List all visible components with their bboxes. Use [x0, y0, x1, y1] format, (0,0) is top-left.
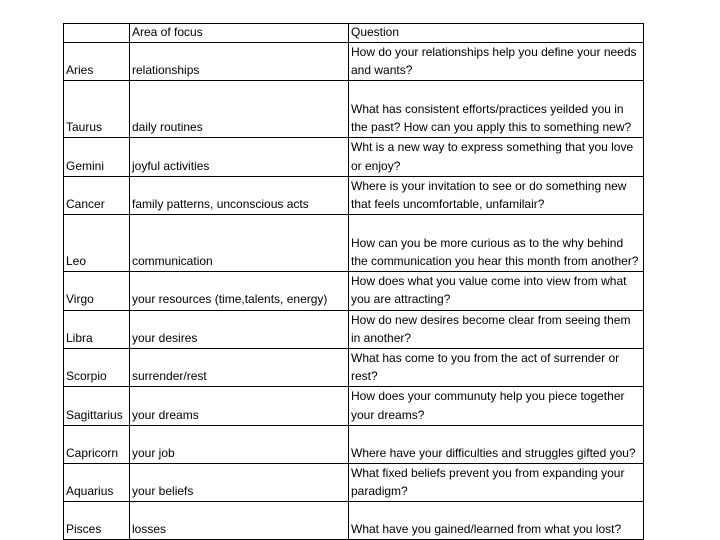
- table-row: [64, 43, 644, 81]
- focus-cell: surrender/rest: [130, 349, 349, 387]
- question-cell: Wht is a new way to express something that you love or enjoy?: [349, 138, 644, 176]
- sign-cell: Sagittarius: [64, 387, 130, 425]
- table-row: [64, 387, 644, 425]
- focus-cell: your beliefs: [130, 463, 349, 501]
- question-cell: What fixed beliefs prevent you from expanding your paradigm?: [349, 463, 644, 501]
- sign-cell: Aries: [64, 43, 130, 81]
- table-row: [64, 463, 644, 501]
- zodiac-table: [63, 23, 644, 540]
- sign-cell: Leo: [64, 215, 130, 272]
- focus-cell: your dreams: [130, 387, 349, 425]
- header-cell-area-of-focus: Area of focus: [130, 24, 349, 43]
- header-cell-question: Question: [349, 24, 644, 43]
- sign-cell: Libra: [64, 310, 130, 348]
- table-row: [64, 349, 644, 387]
- header-cell-sign: [64, 24, 130, 43]
- table-row: [64, 138, 644, 176]
- question-cell: Where is your invitation to see or do something new that feels uncomfortable, unfamilair?: [349, 176, 644, 214]
- focus-cell: your resources (time,talents, energy): [130, 272, 349, 310]
- focus-cell: your job: [130, 425, 349, 463]
- question-cell: How does what you value come into view from what you are attracting?: [349, 272, 644, 310]
- question-cell: How does your communuty help you piece together your dreams?: [349, 387, 644, 425]
- sign-cell: Gemini: [64, 138, 130, 176]
- table-row: [64, 272, 644, 310]
- focus-cell: family patterns, unconscious acts: [130, 176, 349, 214]
- question-cell: How do your relationships help you define your needs and wants?: [349, 43, 644, 81]
- sign-cell: Capricorn: [64, 425, 130, 463]
- question-cell: What has consistent efforts/practices yeilded you in the past? How can you apply this to something new?: [349, 81, 644, 138]
- focus-cell: joyful activities: [130, 138, 349, 176]
- focus-cell: communication: [130, 215, 349, 272]
- table-row: [64, 215, 644, 272]
- question-cell: How do new desires become clear from seeing them in another?: [349, 310, 644, 348]
- table-row: [64, 176, 644, 214]
- focus-cell: losses: [130, 502, 349, 540]
- focus-cell: relationships: [130, 43, 349, 81]
- question-cell: What have you gained/learned from what you lost?: [349, 502, 644, 540]
- focus-cell: daily routines: [130, 81, 349, 138]
- sign-cell: Cancer: [64, 176, 130, 214]
- header-row: [64, 24, 644, 43]
- question-cell: How can you be more curious as to the why behind the communication you hear this month from another?: [349, 215, 644, 272]
- sign-cell: Scorpio: [64, 349, 130, 387]
- sign-cell: Pisces: [64, 502, 130, 540]
- table-row: [64, 310, 644, 348]
- sign-cell: Aquarius: [64, 463, 130, 501]
- table-row: [64, 502, 644, 540]
- sign-cell: Taurus: [64, 81, 130, 138]
- question-cell: What has come to you from the act of surrender or rest?: [349, 349, 644, 387]
- sign-cell: Virgo: [64, 272, 130, 310]
- focus-cell: your desires: [130, 310, 349, 348]
- question-cell: Where have your difficulties and struggles gifted you?: [349, 425, 644, 463]
- table-row: [64, 425, 644, 463]
- table-row: [64, 81, 644, 138]
